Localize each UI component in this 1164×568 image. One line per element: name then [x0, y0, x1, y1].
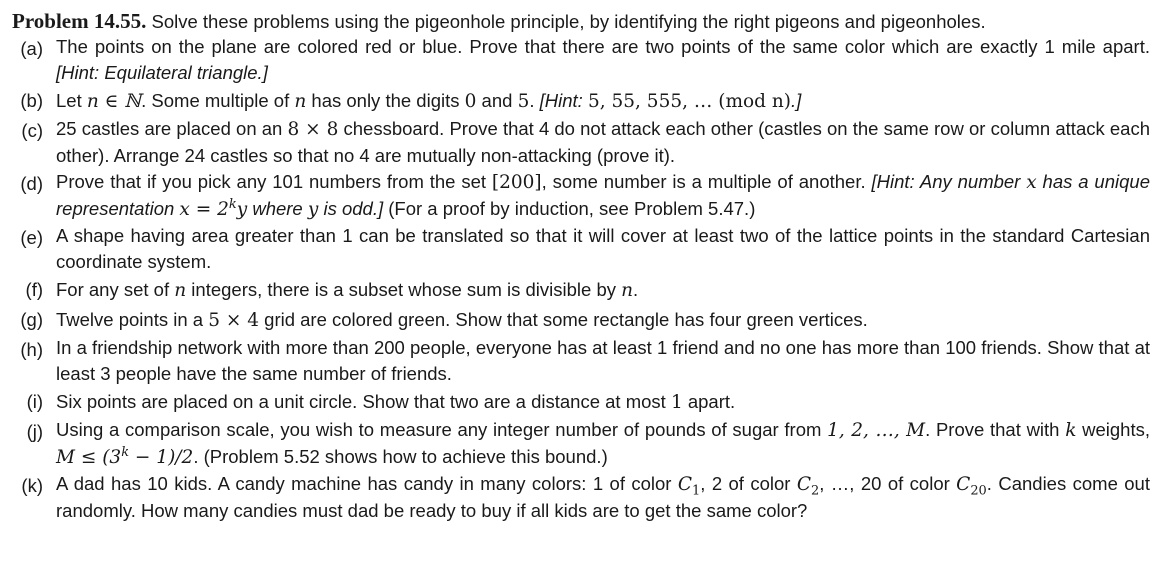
problem-intro: Solve these problems using the pigeonhole principle, by identifying the right pigeons and pigeonholes. [151, 11, 986, 32]
item-text: Using a comparison scale, you wish to measure any integer number of pounds of sugar from 1, 2, …, M. Prove that with k weights, $M \le (3^k - 1)/2$. (Problem 5.52 shows how to achieve this bound.) [56, 419, 1150, 468]
item-label: (e) [20, 227, 43, 248]
list-item [12, 223, 1150, 275]
item-text: Prove that if you pick any 101 numbers from the set [200], some number is a multiple of another. [Hint: Any number x has a unique representation $x = 2^ky$ where y is odd.] (For a proof by induction, see Problem 5.47.) [56, 171, 1150, 220]
item-label: (d) [20, 173, 43, 194]
item-label: (f) [25, 279, 43, 300]
list-item [12, 387, 1150, 417]
item-text: Twelve points in a 5 × 4 grid are colored green. Show that some rectangle has four green vertices. [56, 309, 868, 331]
hint: [Hint: 5, 55, 555, … (mod n).] [539, 90, 802, 112]
hint: [Hint: Equilateral triangle.] [56, 62, 268, 83]
list-item [12, 86, 1150, 116]
problem-header [12, 9, 1150, 34]
item-label: (c) [21, 120, 43, 141]
item-text: For any set of n integers, there is a subset whose sum is divisible by n. [56, 279, 639, 301]
item-text: A dad has 10 kids. A candy machine has candy in many colors: 1 of color $C_1$, 2 of color $C_2$, …, 20 of color $C_{20}$. Candies come out randomly. How many candies must dad be ready to buy if all kids are to get the same color? [56, 473, 1150, 521]
item-text: The points on the plane are colored red or blue. Prove that there are two points of the same color which are exactly 1 mile apart. [Hint: Equilateral triangle.] [56, 36, 1150, 83]
item-label: (g) [20, 309, 43, 330]
hint: [Hint: Any number x has a unique representation $x = 2^ky$ where y is odd.] [56, 171, 1150, 220]
item-text: A shape having area greater than 1 can be translated so that it will cover at least two of the lattice points in the standard Cartesian coordinate system. [56, 225, 1150, 272]
list-item [12, 34, 1150, 86]
list-item [12, 116, 1150, 169]
item-label: (k) [21, 475, 43, 496]
list-item [12, 169, 1150, 223]
list-item [12, 305, 1150, 335]
item-text: In a friendship network with more than 200 people, everyone has at least 1 friend and no one has more than 100 friends. Show that at least 3 people have the same number of friends. [56, 337, 1150, 384]
problem-title: Problem 14.55. [12, 9, 147, 33]
list-item [12, 335, 1150, 387]
list-item [12, 417, 1150, 471]
item-label: (i) [26, 391, 43, 412]
item-label: (b) [20, 90, 43, 111]
item-text: 25 castles are placed on an 8 × 8 chessboard. Prove that 4 do not attack each other (castles on the same row or column attack each other). Arrange 24 castles so that no 4 are mutually non-attacking (prove it). [56, 118, 1151, 166]
item-text: Let n ∈ ℕ. Some multiple of n has only the digits 0 and 5. [Hint: 5, 55, 555, … (mod n).] [56, 90, 802, 112]
problem-list [12, 34, 1150, 524]
list-item [12, 275, 1150, 305]
item-text: Six points are placed on a unit circle. Show that two are a distance at most 1 apart. [56, 391, 736, 413]
item-label: (a) [20, 38, 43, 59]
list-item [12, 471, 1150, 524]
item-label: (j) [26, 421, 43, 442]
item-label: (h) [20, 339, 43, 360]
